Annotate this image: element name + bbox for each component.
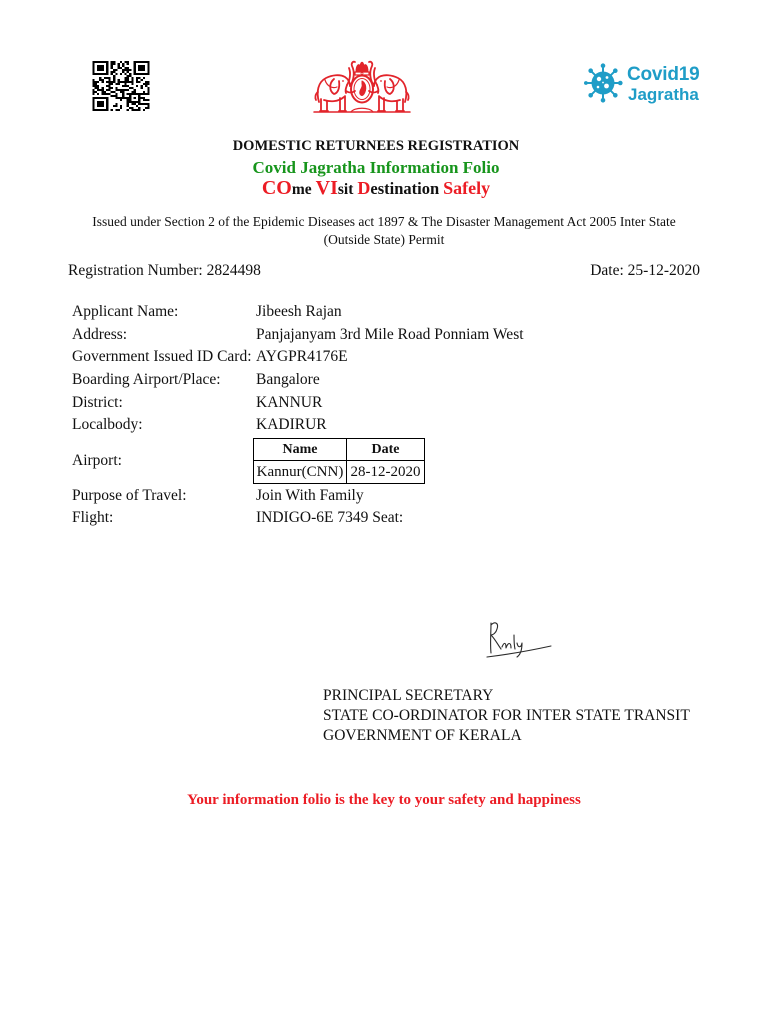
signature bbox=[484, 616, 554, 662]
slogan-part: sit bbox=[337, 181, 354, 198]
field-row-address bbox=[0, 326, 768, 344]
field-row-localbody bbox=[0, 416, 768, 434]
signatory-title: PRINCIPAL SECRETARY bbox=[323, 687, 494, 704]
footer-message: Your information folio is the key to your safety and happiness bbox=[187, 792, 581, 808]
slogan-part: Safely bbox=[443, 178, 491, 198]
field-row-id-card bbox=[0, 348, 768, 366]
slogan-part: estination bbox=[370, 179, 440, 198]
signatory-role: STATE CO-ORDINATOR FOR INTER STATE TRANSIT bbox=[323, 707, 690, 724]
page-title: DOMESTIC RETURNEES REGISTRATION bbox=[232, 138, 520, 154]
field-value: Jibeesh Rajan bbox=[256, 303, 342, 320]
field-label: Applicant Name: bbox=[72, 303, 179, 320]
field-value: INDIGO-6E 7349 Seat: bbox=[256, 509, 404, 526]
date-value: 25-12-2020 bbox=[627, 262, 700, 279]
field-value: AYGPR4176E bbox=[256, 348, 348, 365]
slogan-part: D bbox=[357, 178, 371, 198]
table-row bbox=[254, 461, 425, 484]
field-label: Localbody: bbox=[72, 416, 143, 433]
field-label: Address: bbox=[72, 326, 128, 343]
right-elephant-icon bbox=[369, 62, 409, 111]
field-label: Airport: bbox=[72, 452, 122, 469]
shield-icon bbox=[351, 76, 373, 103]
field-label: District: bbox=[72, 394, 123, 411]
issued-under-notice bbox=[0, 213, 768, 249]
issued-line: (Outside State) Permit bbox=[323, 232, 445, 247]
qr-code bbox=[90, 59, 152, 113]
field-value: KADIRUR bbox=[256, 416, 327, 433]
airport-table bbox=[253, 438, 425, 484]
table-header-row bbox=[254, 439, 425, 461]
slogan bbox=[0, 177, 752, 201]
field-value: Panjajanyam 3rd Mile Road Ponniam West bbox=[256, 326, 524, 343]
table-header-cell: Name bbox=[254, 439, 347, 461]
registration-value: 2824498 bbox=[206, 262, 261, 279]
field-row-district bbox=[0, 394, 768, 412]
slogan-part: VI bbox=[315, 177, 338, 199]
slogan-part: me bbox=[291, 181, 312, 198]
table-cell: 28-12-2020 bbox=[347, 461, 425, 484]
issue-date bbox=[590, 262, 700, 280]
table-cell: Kannur(CNN) bbox=[254, 461, 347, 484]
kerala-emblem bbox=[310, 52, 414, 118]
signatory-block bbox=[323, 686, 690, 746]
signatory-organisation: GOVERNMENT OF KERALA bbox=[323, 727, 522, 744]
logo-name: Covid19 bbox=[627, 64, 700, 85]
field-row-boarding-place bbox=[0, 371, 768, 389]
field-value: KANNUR bbox=[256, 394, 323, 411]
field-value: Join With Family bbox=[256, 487, 364, 504]
virus-icon bbox=[584, 63, 623, 103]
date-label: Date: bbox=[590, 262, 624, 279]
field-row-applicant-name bbox=[0, 303, 768, 321]
lion-capital-icon bbox=[355, 62, 369, 75]
slogan-part: CO bbox=[261, 177, 292, 199]
field-label: Boarding Airport/Place: bbox=[72, 371, 221, 388]
table-header-cell: Date bbox=[347, 439, 425, 461]
field-label: Purpose of Travel: bbox=[72, 487, 187, 504]
issued-line: Issued under Section 2 of the Epidemic Diseases act 1897 & The Disaster Management Act 2005 Inter State bbox=[92, 214, 676, 229]
registration-number bbox=[68, 262, 261, 280]
field-row-flight bbox=[0, 509, 768, 527]
field-label: Flight: bbox=[72, 509, 114, 526]
page-subtitle: Covid Jagratha Information Folio bbox=[252, 158, 500, 177]
field-value: Bangalore bbox=[256, 371, 320, 388]
field-row-purpose bbox=[0, 487, 768, 505]
covid-jagratha-logo bbox=[584, 62, 704, 108]
registration-label: Registration Number: bbox=[68, 262, 203, 279]
left-elephant-icon bbox=[315, 62, 355, 111]
field-label: Government Issued ID Card: bbox=[72, 348, 252, 365]
logo-tagline: Jagratha bbox=[628, 85, 699, 104]
